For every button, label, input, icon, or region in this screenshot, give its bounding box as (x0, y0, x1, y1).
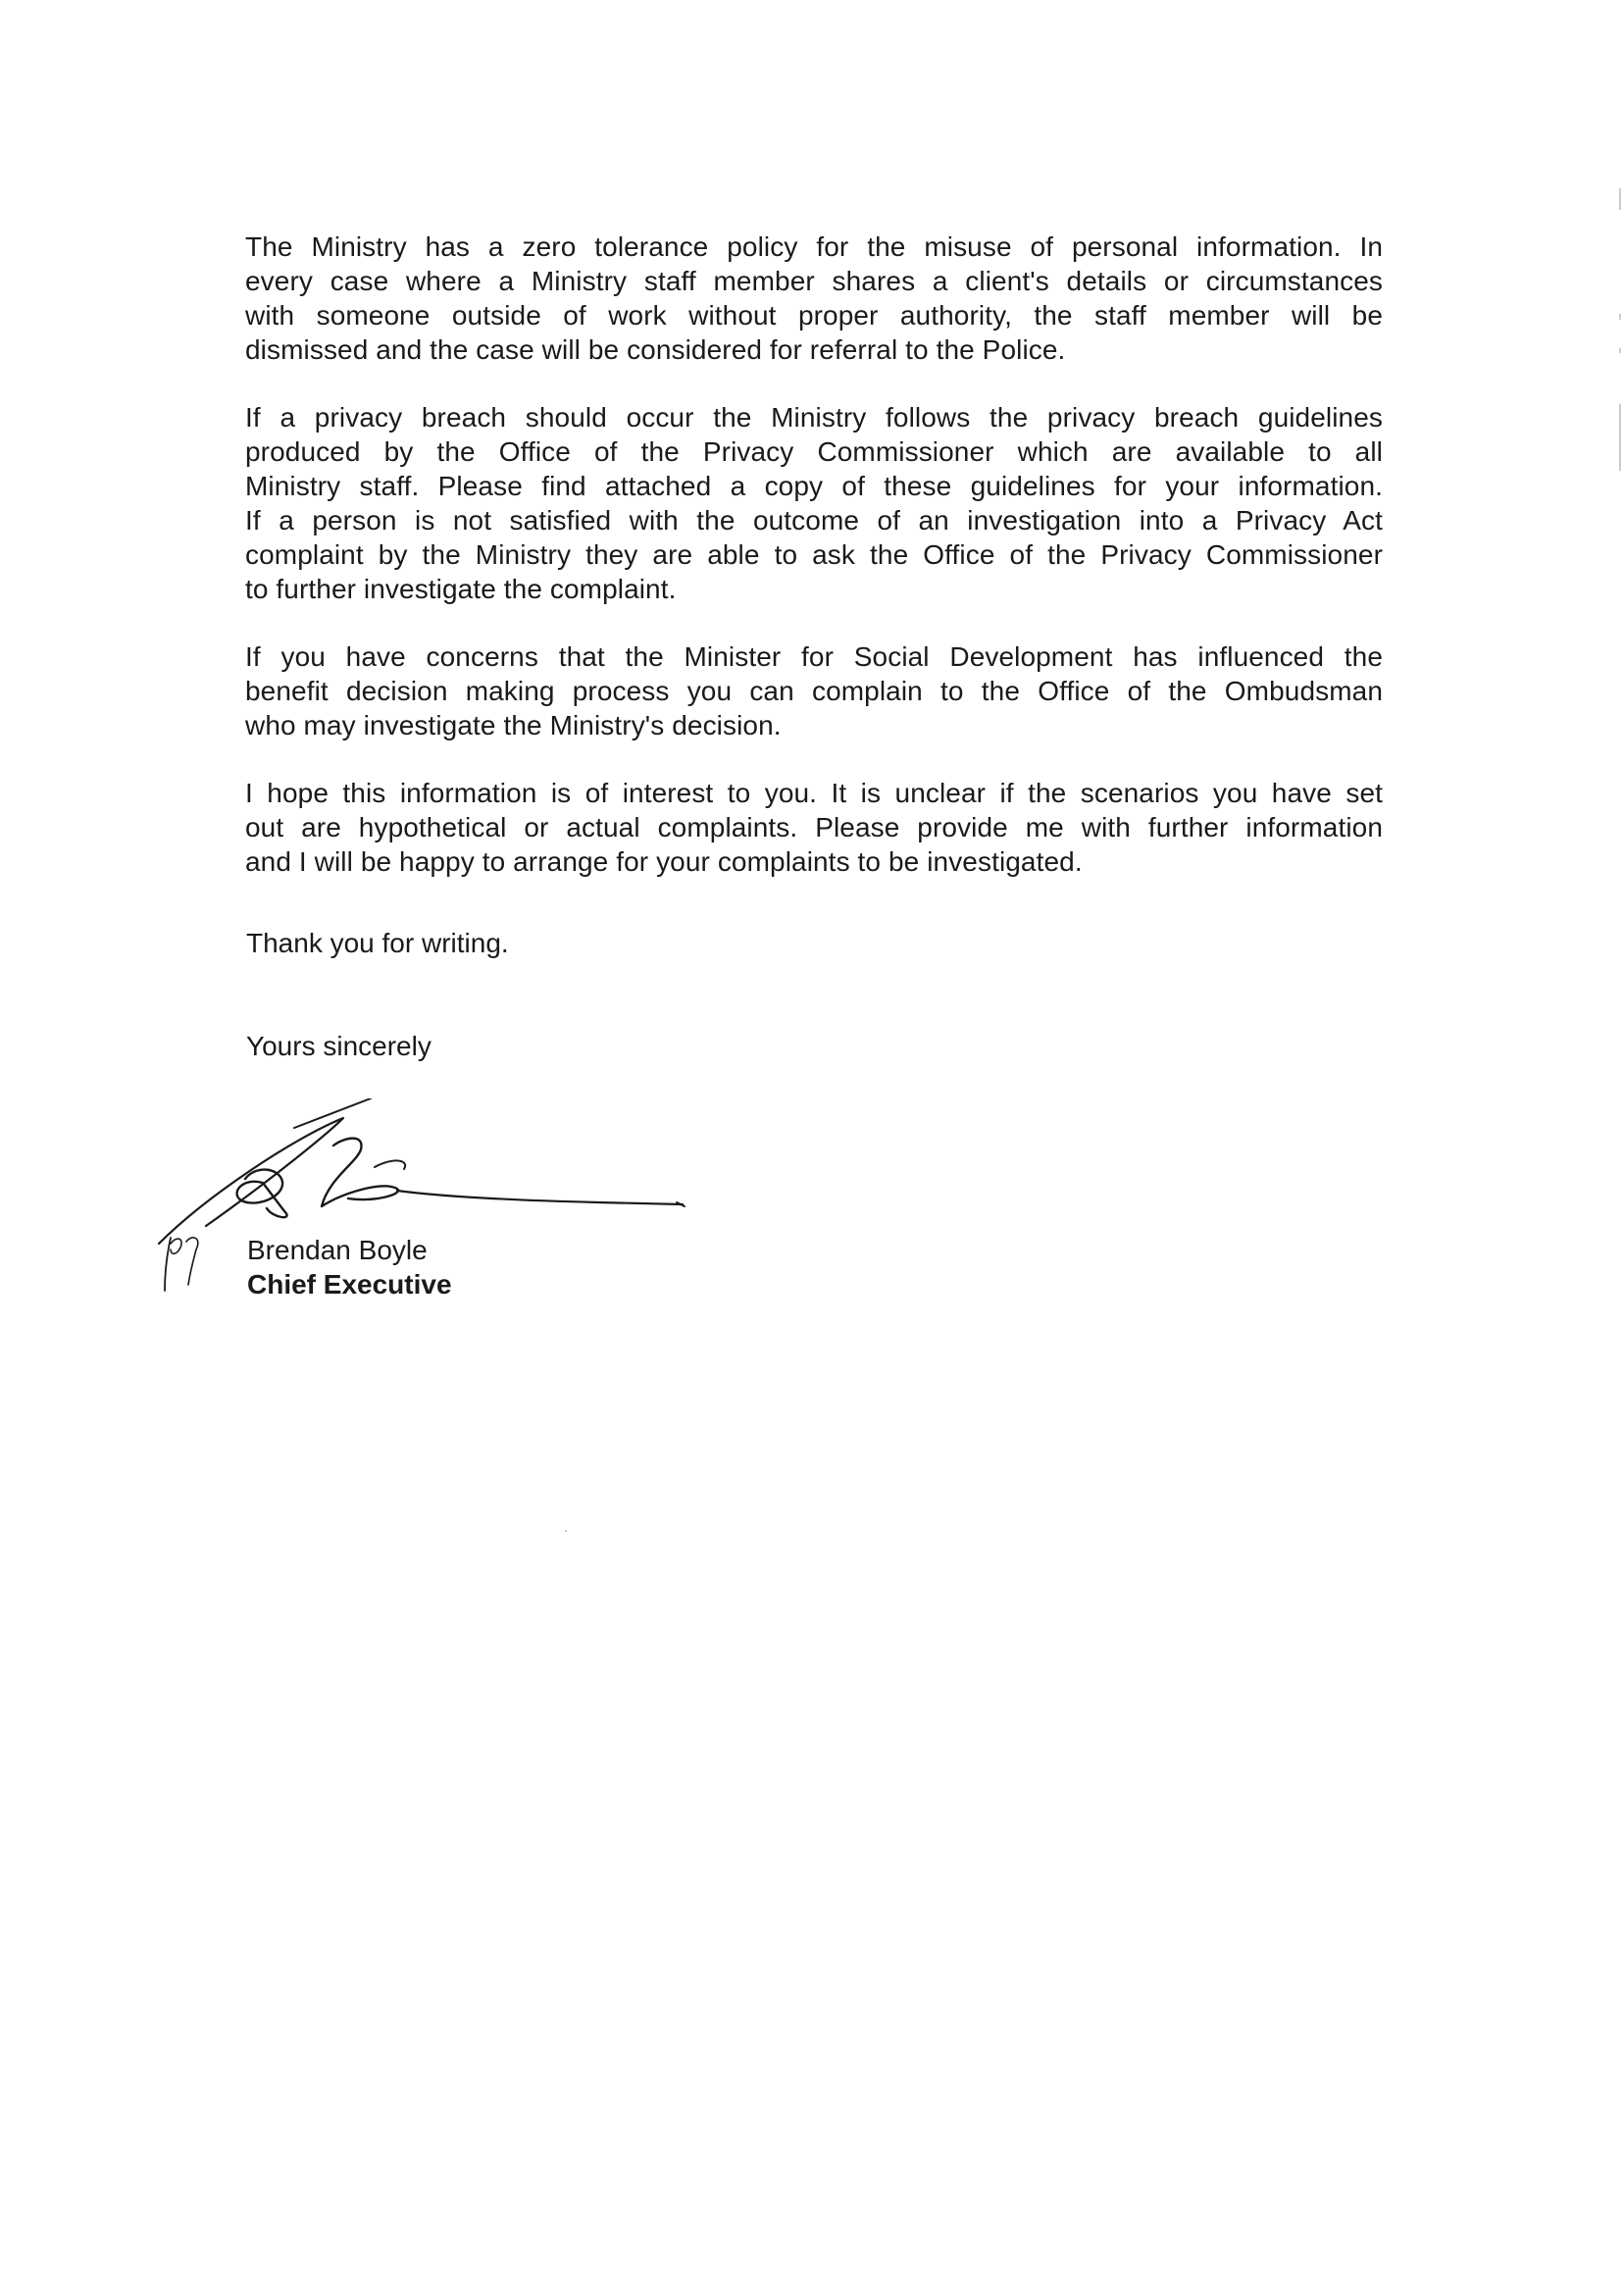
text-line: If you have concerns that the Minister for Social Development has influenced the (245, 641, 1383, 672)
text-line: If a person is not satisfied with the outcome of an investigation into a Privacy Act (245, 505, 1383, 535)
text-line: to further investigate the complaint. (245, 574, 677, 604)
signatory-name: Brendan Boyle (247, 1235, 428, 1265)
paragraph-ombudsman (245, 639, 1383, 742)
scan-edge-marks (1614, 177, 1624, 530)
paragraph-zero-tolerance (245, 229, 1383, 367)
letter-body (245, 229, 1383, 912)
text-line: I hope this information is of interest to you. It is unclear if the scenarios you have set (245, 778, 1383, 808)
text-line: every case where a Ministry staff member shares a client's details or circumstances (245, 266, 1383, 296)
text-line: The Ministry has a zero tolerance policy for the misuse of personal information. In (245, 231, 1383, 262)
valediction: Yours sincerely (246, 1031, 431, 1061)
signatory-title: Chief Executive (247, 1269, 452, 1300)
text-line: and I will be happy to arrange for your complaints to be investigated. (245, 846, 1083, 877)
text-line: who may investigate the Ministry's decision. (245, 710, 782, 740)
text-line: dismissed and the case will be considered for referral to the Police. (245, 334, 1066, 365)
text-line: complaint by the Ministry they are able to ask the Office of the Privacy Commissioner (245, 539, 1383, 570)
paragraph-privacy-breach (245, 400, 1383, 606)
text-line: produced by the Office of the Privacy Commissioner which are available to all (245, 436, 1383, 467)
text-line: benefit decision making process you can complain to the Office of the Ombudsman (245, 676, 1383, 706)
thanks-line: Thank you for writing. (246, 928, 509, 958)
text-line: out are hypothetical or actual complaints. Please provide me with further information (245, 812, 1383, 842)
paragraph-further-information (245, 776, 1383, 879)
scan-speck (565, 1530, 567, 1532)
text-line: If a privacy breach should occur the Ministry follows the privacy breach guidelines (245, 402, 1383, 433)
text-line: with someone outside of work without proper authority, the staff member will be (245, 300, 1383, 331)
text-line: Ministry staff. Please find attached a copy of these guidelines for your information. (245, 471, 1383, 501)
